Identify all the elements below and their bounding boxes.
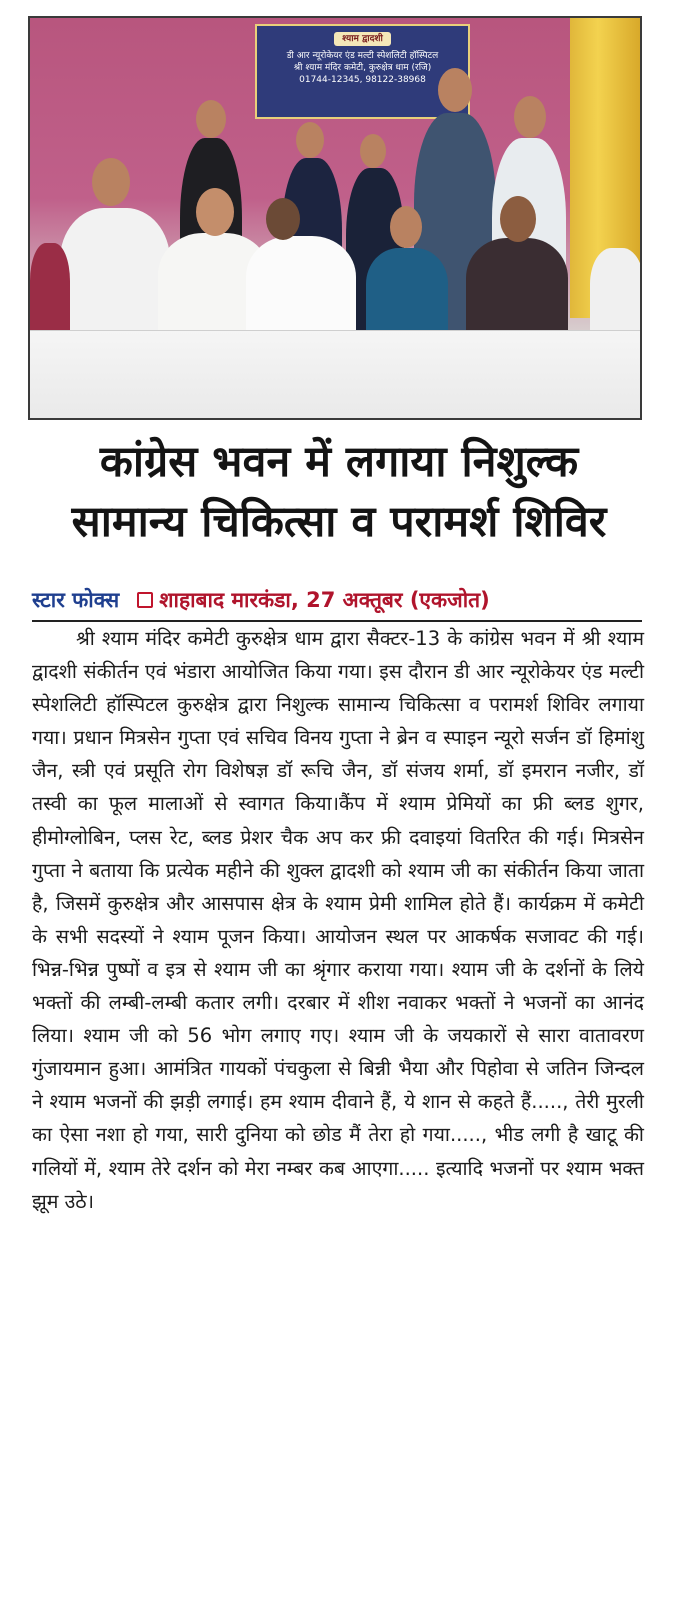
- dateline: शाहाबाद मारकंडा, 27 अक्तूबर (एकजोत): [159, 588, 490, 612]
- person-figure: [590, 248, 642, 338]
- byline: [32, 586, 642, 614]
- article-body: श्री श्याम मंदिर कमेटी कुरुक्षेत्र धाम द्वारा सैक्टर-13 के कांग्रेस भवन में श्री श्याम द्वादशी संकीर्तन एवं भंडारा आयोजित किया गया। इस दौरान डी आर न्यूरोकेयर एंड मल्टी स्पेशलिटी हॉस्पिटल कुरुक्षेत्र द्वारा निशुल्क सामान्य चिकित्सा व परामर्श शिविर लगाया गया। प्रधान मित्रसेन गुप्ता एवं सचिव विनय गुप्ता ने ब्रेन व स्पाइन न्यूरो सर्जन डॉ हिमांशु जैन, स्त्री एवं प्रसूति रोग विशेषज्ञ डॉ रूचि जैन, डॉ संजय शर्मा, डॉ इमरान नजीर, डॉ तस्वी का फूल मालाओं से स्वागत किया।कैंप में श्याम प्रेमियों का फ्री ब्लड शुगर, हीमोग्लोबिन, प्लस रेट, ब्लड प्रेशर चैक अप कर फ्री दवाइयां वितरित की गई। मित्रसेन गुप्ता ने बताया कि प्रत्येक महीने की शुक्ल द्वादशी को श्याम जी का संकीर्तन किया जाता है, जिसमें कुरुक्षेत्र और आसपास क्षेत्र के श्याम प्रेमी शामिल होते हैं। कार्यक्रम में कमेटी के सभी सदस्यों ने श्याम पूजन किया। आयोजन स्थल पर आकर्षक सजावट की गई। भिन्न-भिन्न पुष्पों व इत्र से श्याम जी का श्रृंगार कराया गया। श्याम जी के दर्शनों के लिये भक्तों की लम्बी-लम्बी कतार लगी। दरबार में शीश नवाकर भक्तों ने भजनों का आनंद लिया। श्याम जी को 56 भोग लगाए गए। श्याम जी के जयकारों से सारा वातावरण गुंजायमान हुआ। आमंत्रित गायकों पंचकुला से बिन्नी भैया और पिहोवा से जतिन जिन्दल ने श्याम भजनों की झड़ी लगाई। हम श्याम दीवाने हैं, ये शान से कहते हैं....., तेरी मुरली का ऐसा नशा हो गया, सारी दुनिया को छोड मैं तेरा हो गया....., भीड लगी है खाटू की गलियों में, श्याम तेरे दर्शन को मेरा नम्बर कब आएगा..... इत्यादि भजनों पर श्याम भक्त झूम उठे।: [32, 627, 644, 1213]
- person-head: [514, 96, 546, 138]
- banner-line2: श्री श्याम मंदिर कमेटी, कुरुक्षेत्र धाम (रजि): [293, 63, 432, 73]
- person-head: [390, 206, 422, 248]
- photo-banner: [255, 24, 470, 119]
- person-figure: [60, 208, 170, 338]
- person-head: [296, 122, 324, 158]
- headline-line-1: कांग्रेस भवन में लगाया निशुल्क: [99, 437, 579, 487]
- person-head: [438, 68, 472, 112]
- article-headline: [20, 432, 658, 552]
- headline-line-2: सामान्य चिकित्सा व परामर्श शिविर: [71, 497, 607, 547]
- photo-table: [30, 330, 642, 420]
- person-head: [360, 134, 386, 168]
- person-head: [266, 198, 300, 240]
- square-bullet-icon: [137, 592, 153, 608]
- person-head: [500, 196, 536, 242]
- news-photo: [28, 16, 642, 420]
- person-head: [92, 158, 130, 206]
- source-label: स्टार फोक्स: [32, 588, 120, 612]
- person-figure: [246, 236, 356, 338]
- person-figure: [30, 243, 70, 338]
- person-head: [196, 100, 226, 138]
- banner-title: श्याम द्वादशी: [334, 32, 391, 46]
- banner-line1: डी आर न्यूरोकेयर एंड मल्टी स्पेशलिटी हॉस्पिटल: [286, 51, 439, 61]
- person-figure: [366, 248, 448, 338]
- banner-phones: 01744-12345, 98122-38968: [299, 75, 426, 85]
- person-figure: [466, 238, 568, 338]
- person-head: [196, 188, 234, 236]
